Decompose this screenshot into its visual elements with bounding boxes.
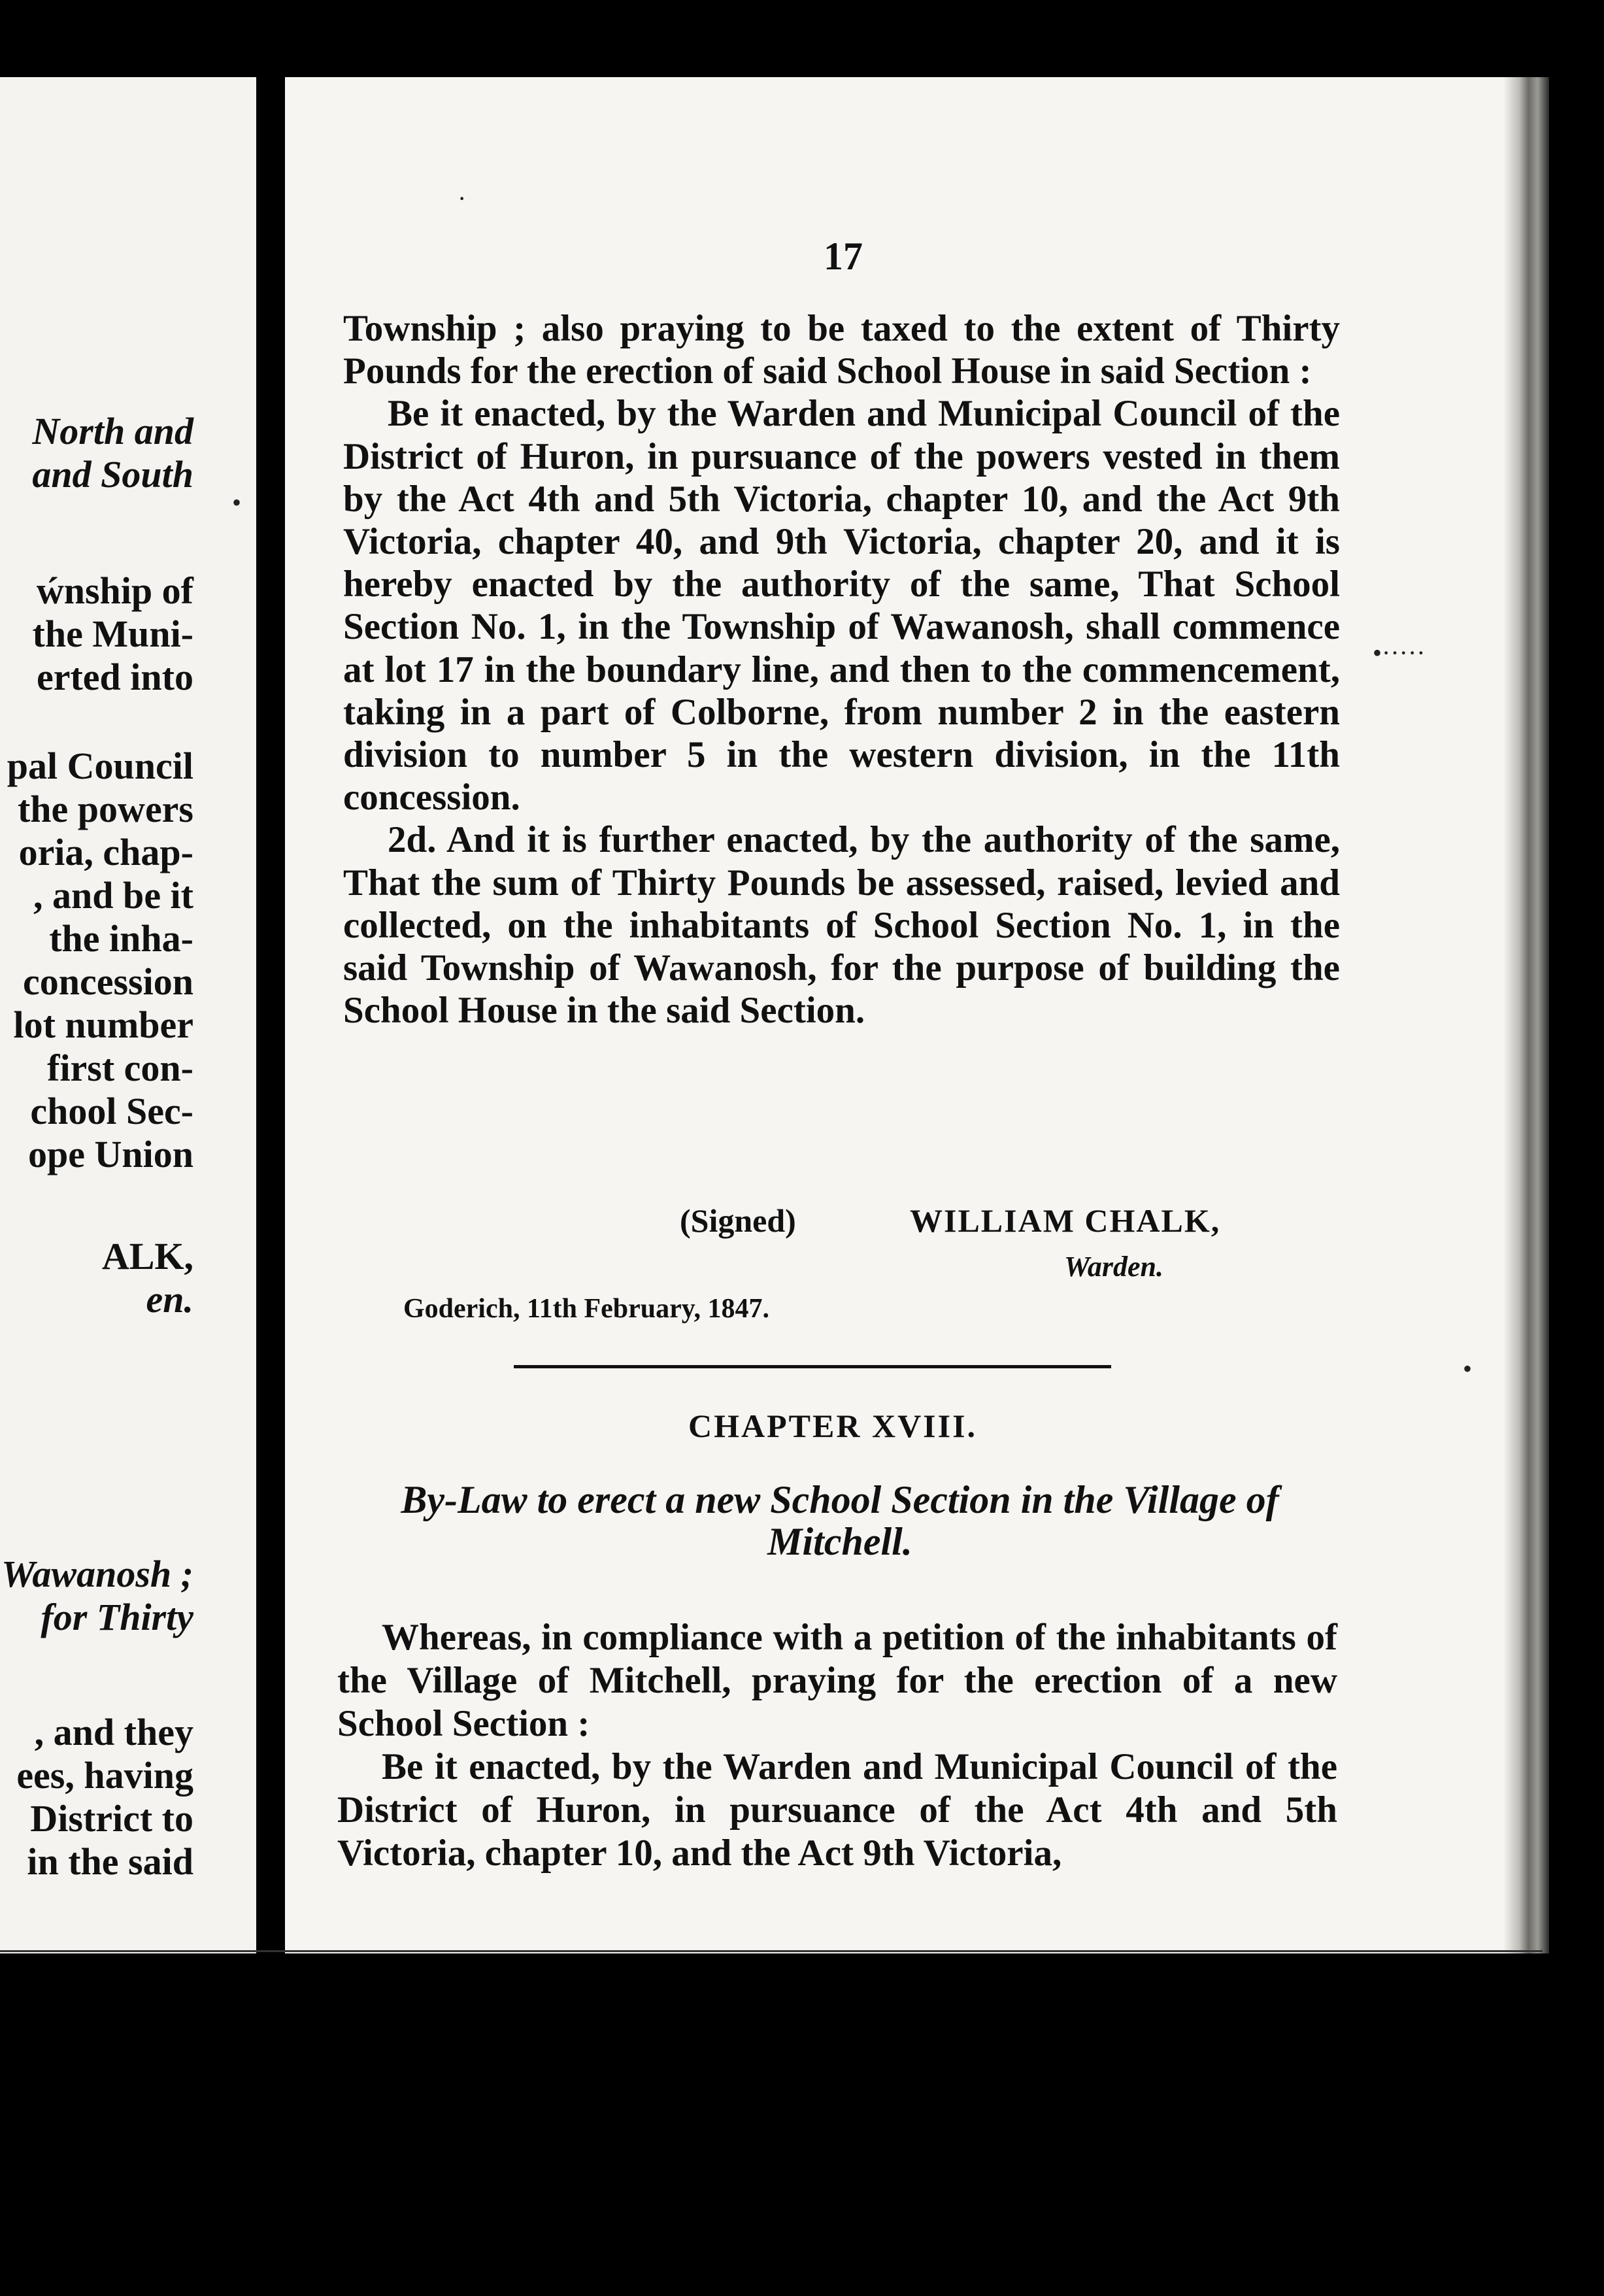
page-edge-shadow <box>1503 77 1549 1953</box>
scan-speck: • <box>232 488 242 517</box>
left-page-line: ope Union <box>27 1133 193 1175</box>
left-page-line: North and <box>32 410 193 452</box>
bylaw-title: By-Law to erect a new School Section in the Village of Mitchell. <box>401 1478 1279 1563</box>
left-page-line: oria, chap- <box>18 831 193 873</box>
left-page-line: lot number <box>13 1004 193 1046</box>
left-page-line: ALK, <box>101 1235 193 1277</box>
continuation-paragraph: Township ; also praying to be taxed to the extent of Thirty Pounds for the erection of said School House in said Section : <box>343 308 1340 392</box>
left-page-line: , and be it <box>33 874 193 917</box>
chapter-heading: CHAPTER XVIII. <box>688 1408 978 1444</box>
left-page-line: and South <box>32 453 193 496</box>
left-page-line: first con- <box>47 1047 193 1089</box>
left-page-line: ẃnship of <box>36 569 193 612</box>
left-page-line: in the said <box>27 1840 193 1883</box>
section-two-paragraph: 2d. And it is further enacted, by the authority of the same, That the sum of Thirty Pounds be assessed, raised, levied and collected, on the inhabitants of School Section No. 1, in the said Township of Wawanosh, for the purpose of building the School House in the said Section. <box>343 819 1340 1032</box>
chapter-text-block <box>337 1616 1337 1875</box>
left-page-line: Wawanosh ; <box>1 1553 193 1595</box>
signatory-title: Warden. <box>1064 1251 1163 1283</box>
left-page-line: concession <box>23 960 193 1003</box>
left-page-line: ees, having <box>16 1754 193 1797</box>
scan-speck: · <box>458 184 467 213</box>
left-page-line: for Thirty <box>41 1596 193 1638</box>
left-page-line: the inha- <box>49 917 193 960</box>
left-page-line: pal Council <box>7 745 193 787</box>
left-page-line: the powers <box>17 788 193 830</box>
left-page-line: erted into <box>37 656 193 698</box>
page-bottom-line <box>0 1950 1543 1952</box>
scan-speck: •····· <box>1373 638 1426 667</box>
enactment-paragraph: Be it enacted, by the Warden and Municipal Council of the District of Huron, in pursuance of the powers vested in them by the Act 4th and 5th Victoria, chapter 10, and the Act 9th Victoria, chapter 40, and 9th Victoria, chapter 20, and it is hereby enacted by the authority of the same, That School Section No. 1, in the Township of Wawanosh, shall commence at lot 17 in the boundary line, and then to the commencement, taking in a part of Colborne, from number 2 in the eastern division to number 5 in the western division, in the 11th concession. <box>343 393 1340 819</box>
scan-speck: • <box>1463 1354 1473 1383</box>
left-page-line: the Muni- <box>32 613 193 655</box>
enactment-paragraph-2: Be it enacted, by the Warden and Municipal Council of the District of Huron, in pursuance of the Act 4th and 5th Victoria, chapter 10, and the Act 9th Victoria, <box>337 1746 1337 1874</box>
left-page-line: , and they <box>34 1711 193 1753</box>
signed-label: (Signed) <box>680 1202 796 1239</box>
left-page-line: en. <box>146 1278 193 1321</box>
left-page-line: chool Sec- <box>30 1090 193 1132</box>
page-number: 17 <box>824 235 863 278</box>
whereas-paragraph: Whereas, in compliance with a petition of the inhabitants of the Village of Mitchell, praying for the erection of a new School Section : <box>337 1617 1337 1744</box>
left-page <box>0 77 256 1953</box>
section-divider <box>514 1365 1111 1368</box>
date-line: Goderich, 11th February, 1847. <box>403 1294 769 1324</box>
main-text-block <box>343 307 1340 1032</box>
scan-border-bottom <box>0 1954 1604 2296</box>
signatory-name: WILLIAM CHALK, <box>910 1202 1221 1239</box>
left-page-line: District to <box>30 1797 193 1840</box>
